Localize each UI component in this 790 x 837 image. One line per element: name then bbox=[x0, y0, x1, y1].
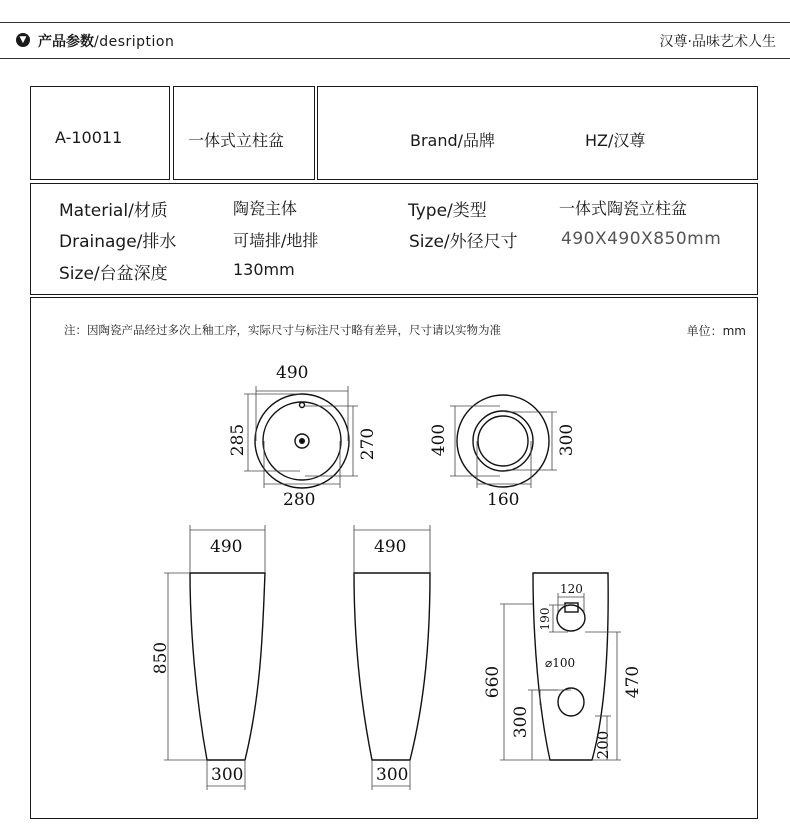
model-number: A-10011 bbox=[55, 128, 123, 147]
back-view bbox=[483, 573, 643, 760]
product-name: 一体式立柱盆 bbox=[188, 131, 285, 150]
drain-center bbox=[299, 438, 305, 444]
material-value: 陶瓷主体 bbox=[233, 199, 298, 218]
side-view bbox=[354, 525, 430, 790]
front-silhouette bbox=[190, 573, 265, 760]
brand-value: HZ/汉尊 bbox=[585, 131, 646, 150]
type-value: 一体式陶瓷立柱盆 bbox=[559, 199, 688, 218]
pedestal-outer bbox=[457, 395, 549, 487]
brand-slogan: 汉尊·品味艺术人生 bbox=[659, 34, 776, 50]
front-view bbox=[151, 525, 265, 790]
overflow-hole bbox=[300, 403, 305, 408]
pedestal-ring-inner bbox=[478, 416, 528, 466]
material-label: Material/材质 bbox=[59, 201, 168, 221]
depth-value: 130mm bbox=[233, 260, 295, 279]
dim-top1-right: 270 bbox=[358, 427, 378, 461]
dim-front-top: 490 bbox=[210, 537, 243, 557]
dim-back-hole-h: 190 bbox=[538, 607, 552, 631]
dim-top1-bottom: 280 bbox=[283, 490, 316, 510]
drainage-value: 可墙排/地排 bbox=[233, 231, 319, 250]
type-label: Type/类型 bbox=[408, 201, 487, 221]
side-silhouette bbox=[354, 573, 430, 760]
dim-back-660: 660 bbox=[483, 665, 503, 699]
dim-top1-width: 490 bbox=[276, 363, 309, 383]
dim-side-top: 490 bbox=[374, 537, 407, 557]
top-view-basin bbox=[228, 363, 378, 510]
wall-drain-hole bbox=[557, 605, 585, 631]
dim-front-bottom: 300 bbox=[211, 765, 244, 785]
unit-label: 单位：mm bbox=[686, 324, 746, 338]
pedestal-ring-outer bbox=[473, 411, 533, 471]
size-value: 490X490X850mm bbox=[561, 229, 722, 249]
dim-back-300: 300 bbox=[511, 705, 531, 739]
size-label: Size/外径尺寸 bbox=[409, 232, 518, 252]
section-title-cn: 产品参数 bbox=[38, 34, 94, 50]
dim-back-200: 200 bbox=[594, 730, 612, 760]
dim-top2-bottom: 160 bbox=[487, 490, 520, 510]
tolerance-note: 注：因陶瓷产品经过多次上釉工序，实际尺寸与标注尺寸略有差异，尺寸请以实物为准 bbox=[64, 323, 501, 337]
dim-front-height: 850 bbox=[151, 641, 171, 675]
dim-top1-left: 285 bbox=[228, 423, 248, 457]
dim-back-hole-dia: ⌀100 bbox=[545, 656, 576, 670]
dim-top2-right: 300 bbox=[557, 423, 577, 457]
dim-back-hole-top: 120 bbox=[560, 582, 583, 596]
dim-back-470: 470 bbox=[623, 665, 643, 699]
section-title-en: /desription bbox=[94, 34, 175, 50]
top-view-pedestal bbox=[429, 395, 577, 510]
drainage-label: Drainage/排水 bbox=[59, 232, 177, 252]
floor-drain-hole bbox=[558, 688, 584, 716]
depth-label: Size/台盆深度 bbox=[59, 264, 168, 284]
dim-side-bottom: 300 bbox=[376, 765, 409, 785]
dim-top2-left: 400 bbox=[429, 423, 449, 457]
brand-label: Brand/品牌 bbox=[410, 131, 496, 150]
chevron-down-circle-icon: ▼ bbox=[16, 33, 30, 47]
